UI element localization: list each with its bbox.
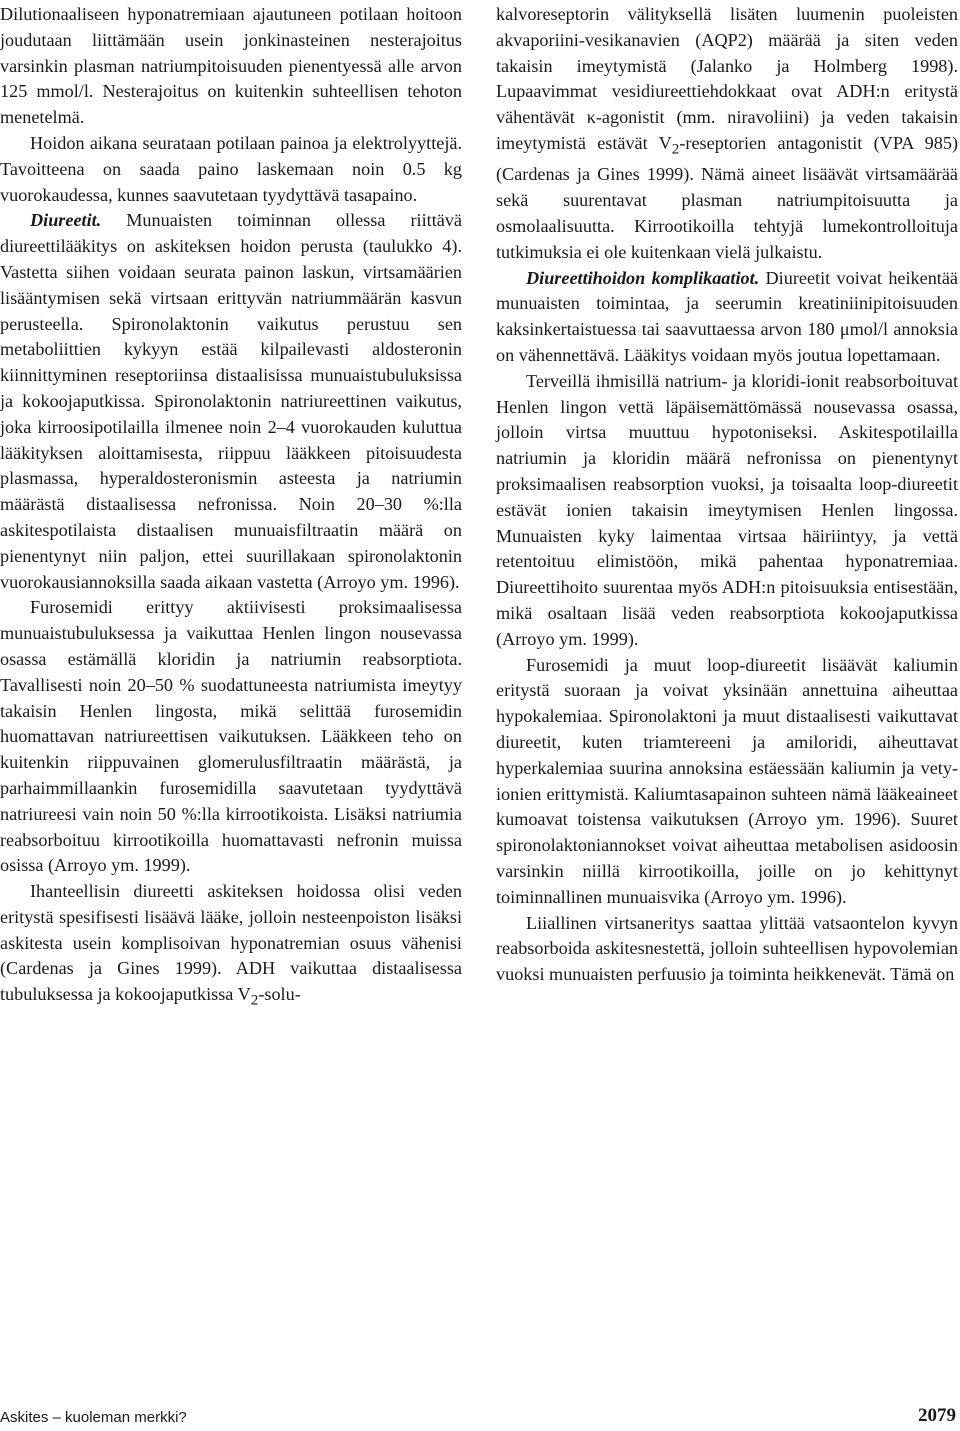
paragraph-complications	[496, 266, 958, 369]
paragraph-receptor-text: kalvoreseptorin välityksellä lisäten luumenin puoleisten akvaporiini-vesikanavien (AQP2) määrää ja siten veden takaisin imeytymistä (Jalanko ja Holmberg 1998). Lupaavimmat vesidiureettiehdokkaat ovat ADH:n eritystä vähentävät κ-agonistit (mm. niravoliini) ja veden takaisin imeytymistä estävät V	[496, 4, 958, 153]
subscript-2: 2	[250, 991, 259, 1009]
paragraph-receptor-continuation	[496, 2, 958, 266]
section-heading-diuretics: Diureetit.	[30, 210, 102, 231]
paragraph-monitoring: Hoidon aikana seurataan potilaan painoa ja elektrolyyttejä. Tavoitteena on saada paino laskemaan noin 0.5 kg vuorokaudessa, kunnes saavutetaan tyydyttävä tasapaino.	[0, 132, 462, 205]
paragraph-ideal-diuretic-tail: -solu-	[258, 984, 301, 1005]
paragraph-ideal-diuretic	[0, 879, 462, 1014]
running-title: Askites – kuoleman merkki?	[0, 1409, 187, 1426]
paragraph-dilutional-hyponatremia: Dilutionaaliseen hyponatremiaan ajautuneen potilaan hoitoon joudutaan liittämään usein jonkinasteinen nesterajoitus varsinkin plasman natriumpitoisuuden pienentyessä alle arvon 125 mmol/l. Nesterajoitus on kuitenkin suhteellisen tehoton menetelmä.	[0, 4, 462, 128]
paragraph-diuretics-text: Munuaisten toiminnan ollessa riittävä diureettilääkitys on askiteksen hoidon perusta (taulukko 4). Vastetta siihen voidaan seurata painon laskun, virtsamäärien lisääntymisen sekä virtsaan erittyvän natriummäärän kasvun perusteella. Spironolaktonin vaikutus perustuu sen metaboliittien kykyyn estää kilpailevasti aldosteronin kiinnittyminen reseptoriinsa distaalisissa munuaistubuluksissa ja kokoojaputkissa. Spironolaktonin natriureettinen vaikutus, joka kirroosipotilailla ilmenee noin 2–4 vuorokauden kuluttua lääkityksen aloittamisesta, riippuu lääkkeen pitoisuudesta plasmassa, hyperaldosteronismin asteesta ja natriumin määrästä distaalisessa nefronissa. Noin 20–30 %:lla askitespotilaista distaalisen munuaisfiltraatin määrä on pienentynyt niin paljon, ettei suurillakaan spironolaktonin vuorokausiannoksilla saada aikaan vastetta (Arroyo ym. 1996).	[0, 210, 462, 592]
paragraph-diuretics	[0, 208, 462, 595]
paragraph-henle-loop: Terveillä ihmisillä natrium- ja kloridi-ionit reabsorboituvat Henlen lingon vettä läpäisemättömässä nousevassa osassa, jolloin virtsa muuttuu hypotoniseksi. Askitespotilailla natriumin ja kloridin määrä nefronissa on pienentynyt proksimaalisen reabsorption vuoksi, ja toisaalta loop-diureetit estävät ionien takaisin imeytymisen Henlen lingossa. Munuaisten kyky laimentaa virtsaa häiriintyy, ja vettä retentoituu elimistöön, mikä pahentaa hyponatremiaa. Diureettihoito suurentaa myös ADH:n pitoisuuksia entisestään, mikä osaltaan lisää veden reabsorptiota kokoojaputkissa (Arroyo ym. 1999).	[496, 370, 958, 649]
paragraph-potassium: Furosemidi ja muut loop-diureetit lisäävät kaliumin eritystä suoraan ja voivat yksinään annettuina aiheuttaa hypokalemiaa. Spironolaktoni ja muut distaalisesti vaikuttavat diureetit, kuten triamtereeni ja amiloridi, aiheuttavat hyperkalemiaa suurina annoksina estäessään kaliumin ja vety-ionien erittymistä. Kaliumtasapainon suhteen nämä lääkeaineet kumoavat toistensa vaikutuksen (Arroyo ym. 1996). Suuret spironolaktoniannokset voivat aiheuttaa metabolisen asidoosin varsinkin niillä kirrootikoilla, joille on jo kehittynyt toiminnallinen munuaisvika (Arroyo ym. 1996).	[496, 654, 958, 907]
page-footer	[0, 1405, 956, 1431]
section-heading-complications: Diureettihoidon komplikaatiot.	[526, 267, 760, 288]
left-text-column	[0, 2, 462, 1014]
paragraph-ideal-diuretic-text: Ihanteellisin diureetti askiteksen hoidossa olisi veden eritystä spesifisesti lisäävä lääke, jolloin nesteenpoiston lisäksi askitesta usein komplisoivan hyponatremian osuus vähenisi (Cardenas ja Gines 1999). ADH vaikuttaa distaalisessa tubuluksessa ja kokoojaputkissa V	[0, 881, 462, 1005]
page-number: 2079	[918, 1405, 956, 1426]
paragraph-receptor-tail: -reseptorien antagonistit (VPA 985) (Cardenas ja Gines 1999). Nämä aineet lisäävät virtsamäärää sekä suurentavat plasman natriumpitoisuutta ja osmolaalisuutta. Kirrootikoilla tehtyjä lumekontrolloituja tutkimuksia ei ole kuitenkaan vielä julkaistu.	[496, 132, 959, 262]
right-text-column	[496, 2, 958, 988]
subscript-2: 2	[671, 140, 680, 158]
paragraph-excessive-diuresis: Liiallinen virtsaneritys saattaa ylittää vatsaontelon kyvyn reabsorboida askitesnestettä, jolloin suhteellisen hypovolemian vuoksi munuaisten perfuusio ja toiminta heikkenevät. Tämä on	[496, 912, 958, 985]
paragraph-complications-text: Diureetit voivat heikentää munuaisten toimintaa, ja seerumin kreatiniinipitoisuuden kaksinkertaistuessa tai saavuttaessa arvon 180 μmol/l annoksia on vähennettävä. Lääkitys voidaan myös joutua lopettamaan.	[496, 267, 958, 365]
paragraph-furosemide: Furosemidi erittyy aktiivisesti proksimaalisessa munuaistubuluksessa ja vaikuttaa Henlen lingon nousevassa osassa estämällä kloridin ja natriumin reabsorptiota. Tavallisesti noin 20–50 % suodattuneesta natriumista imeytyy takaisin Henlen lingosta, mikä selittää furosemidin huomattavan natriureettisen vaikutuksen. Lääkkeen teho on kuitenkin riippuvainen glomerulusfiltraatin määrästä, ja parhaimmillaankin furosemidilla saavutetaan tyydyttävä natriureesi vain noin 50 %:lla kirrootikoista. Lisäksi natriumia reabsorboituu kirrootikoilla huomattavasti nefronin muissa osissa (Arroyo ym. 1999).	[0, 597, 462, 876]
